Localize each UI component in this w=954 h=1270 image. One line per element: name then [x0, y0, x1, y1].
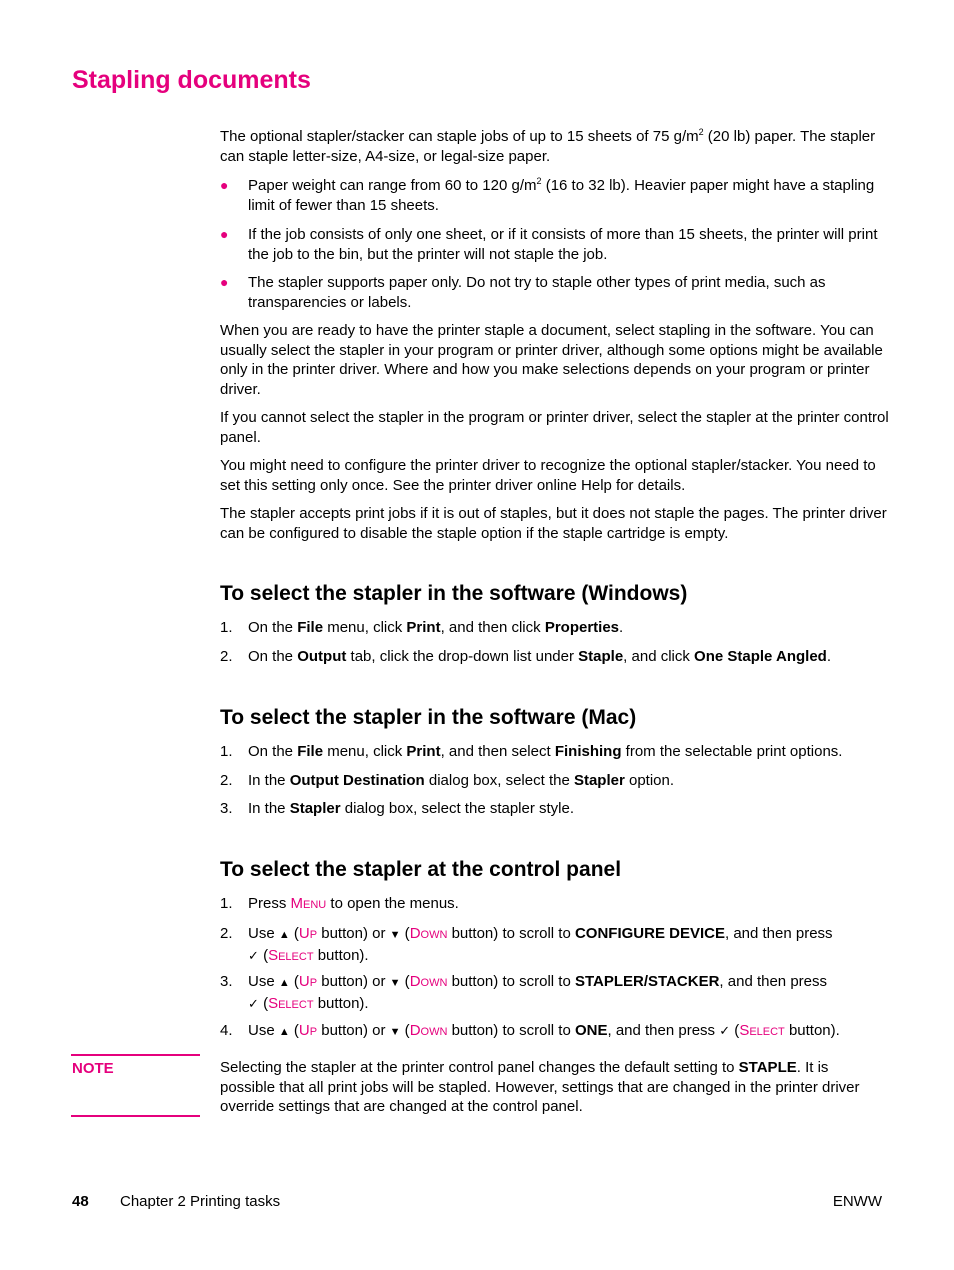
- page-title: Stapling documents: [72, 66, 311, 94]
- footer-chapter: Chapter 2 Printing tasks: [120, 1193, 281, 1210]
- body-paragraph: When you are ready to have the printer staple a document, select stapling in the software. You can usually select the stapler in your program or printer driver, although some options might be available only in the printer driver. Where and how you make selections depends on your program or printer driver.: [220, 322, 883, 398]
- bullet-item: The stapler supports paper only. Do not try to staple other types of print media, such as transparencies or labels.: [248, 274, 826, 311]
- down-arrow-icon: ▼: [389, 929, 401, 941]
- note-text: Selecting the stapler at the printer control panel changes the default setting to STAPLE. It is possible that all print jobs will be stapled. However, settings that are changed in the printer driver override settings that are changed at the control panel.: [220, 1059, 860, 1115]
- section-heading-control-panel: To select the stapler at the control panel: [220, 858, 622, 881]
- up-arrow-icon: ▲: [278, 929, 290, 941]
- section-heading-windows: To select the stapler in the software (Windows): [220, 582, 688, 605]
- panel-step-4: Use ▲ (Up button) or ▼ (Down button) to scroll to ONE, and then press ✓ (Select button).: [248, 1022, 840, 1039]
- menu-key: Menu: [290, 895, 327, 912]
- panel-step-2: Use ▲ (Up button) or ▼ (Down button) to scroll to CONFIGURE DEVICE, and then press ✓ (Select button).: [248, 925, 833, 964]
- footer-right: ENWW: [832, 1193, 882, 1210]
- up-arrow-icon: ▲: [278, 1026, 290, 1038]
- mac-step-2: In the Output Destination dialog box, select the Stapler option.: [248, 772, 675, 789]
- bullet-item: Paper weight can range from 60 to 120 $g/m^2$ (16 to 32 lb). Heavier paper might have a stapling limit of fewer than 15 sheets.: [248, 176, 875, 214]
- note-rule-top: [71, 1054, 200, 1056]
- mac-step-3: In the Stapler dialog box, select the stapler style.: [248, 800, 575, 817]
- bullet-icon: ●: [220, 274, 229, 290]
- note-rule-bottom: [71, 1115, 200, 1117]
- bullet-icon: ●: [220, 226, 229, 242]
- mac-step-1: On the File menu, click Print, and then select Finishing from the selectable print options.: [248, 743, 843, 760]
- step-number: 1.: [220, 619, 233, 636]
- step-number: 3.: [220, 973, 233, 990]
- step-number: 2.: [220, 925, 233, 942]
- body-paragraph: The stapler accepts print jobs if it is out of staples, but it does not staple the pages. The printer driver can be configured to disable the staple option if the staple cartridge is empty.: [220, 505, 887, 542]
- down-arrow-icon: ▼: [389, 977, 401, 989]
- windows-step-2: On the Output tab, click the drop-down list under Staple, and click One Staple Angled.: [248, 648, 832, 665]
- check-icon: ✓: [248, 947, 259, 963]
- windows-step-1: On the File menu, click Print, and then click Properties.: [248, 619, 624, 636]
- panel-step-3: Use ▲ (Up button) or ▼ (Down button) to scroll to STAPLER/STACKER, and then press ✓ (Select button).: [248, 973, 827, 1012]
- bullet-icon: ●: [220, 177, 229, 193]
- body-paragraph: If you cannot select the stapler in the program or printer driver, select the stapler at the printer control panel.: [220, 409, 889, 446]
- section-heading-mac: To select the stapler in the software (Mac): [220, 706, 637, 729]
- note-label: NOTE: [72, 1060, 114, 1077]
- down-arrow-icon: ▼: [389, 1026, 401, 1038]
- body-paragraph: You might need to configure the printer driver to recognize the optional stapler/stacker. You need to set this setting only once. See the printer driver online Help for details.: [220, 457, 876, 494]
- step-number: 2.: [220, 772, 233, 789]
- panel-step-1: Press Menu to open the menus.: [248, 895, 459, 912]
- intro-paragraph: The optional stapler/stacker can staple jobs of up to 15 sheets of 75 $g/m^2$ (20 lb) paper. The stapler can staple letter-size, A4-size, or legal-size paper.: [220, 127, 876, 165]
- check-icon: ✓: [719, 1023, 731, 1038]
- check-icon: ✓: [248, 995, 259, 1011]
- step-number: 2.: [220, 648, 233, 665]
- step-number: 1.: [220, 743, 233, 760]
- step-number: 1.: [220, 895, 233, 912]
- bullet-item: If the job consists of only one sheet, or if it consists of more than 15 sheets, the printer will print the job to the bin, but the printer will not staple the job.: [248, 226, 878, 263]
- step-number: 4.: [220, 1022, 233, 1039]
- page-number: 48: [72, 1193, 89, 1210]
- up-arrow-icon: ▲: [278, 977, 290, 989]
- step-number: 3.: [220, 800, 233, 817]
